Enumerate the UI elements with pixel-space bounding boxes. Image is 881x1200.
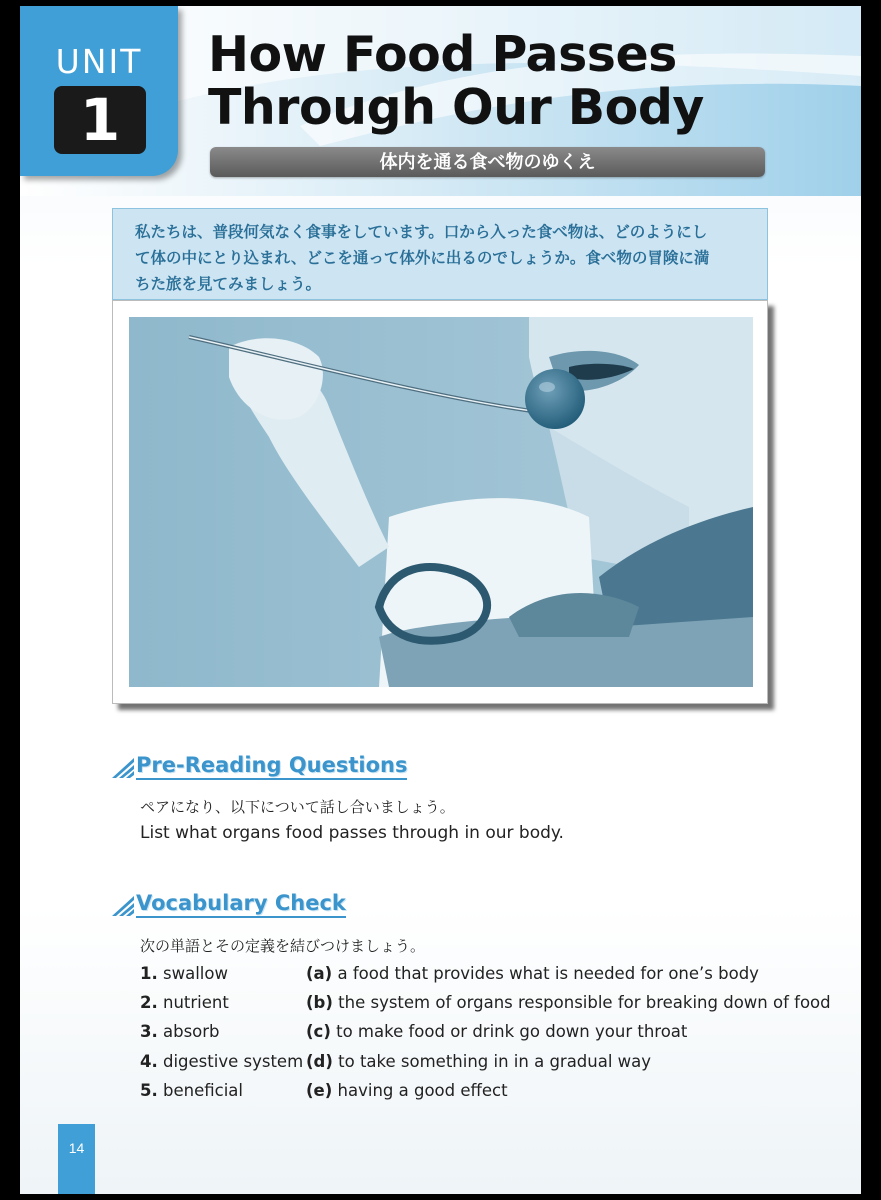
pre-reading-question: List what organs food passes through in our body. [140,823,564,843]
vocab-definition: to make food or drink go down your throat [336,1022,688,1041]
vocab-letter: (d) [306,1052,333,1071]
intro-line-2: て体の中にとり込まれ、どこを通って体外に出るのでしょうか。食べ物の冒険に満 [135,250,710,267]
vocab-letter: (a) [306,964,333,983]
vocab-term: swallow [163,964,228,983]
eating-photo [129,317,753,687]
vocab-definition: to take something in in a gradual way [338,1052,652,1071]
vocab-row [140,993,840,1015]
title-line-1: How Food Passes [208,26,677,83]
section-stripe-icon [112,756,134,778]
vocab-number: 3. [140,1022,158,1041]
vocab-definition: the system of organs responsible for breaking down of food [338,993,831,1012]
vocab-term: absorb [163,1022,220,1041]
photo-frame [112,300,768,704]
intro-line-3: ちた旅を見てみましょう。 [135,276,322,293]
japanese-subtitle: 体内を通る食べ物のゆくえ [210,147,765,177]
vocab-number: 1. [140,964,158,983]
page-title [208,28,808,134]
vocab-letter: (e) [306,1081,333,1100]
unit-label: UNIT [55,42,143,81]
title-line-2: Through Our Body [208,79,704,136]
woman-eating-illustration [129,317,753,687]
pre-reading-instruction: ペアになり、以下について話し合いましょう。 [140,799,455,816]
vocab-definition: having a good effect [337,1081,508,1100]
vocab-number: 4. [140,1052,158,1071]
vocab-number: 5. [140,1081,158,1100]
textbook-page [20,6,861,1194]
vocabulary-instruction: 次の単語とその定義を結びつけましょう。 [140,938,426,955]
page-number: 14 [58,1124,95,1194]
unit-number: 1 [54,86,146,154]
vocab-row [140,1081,840,1103]
pre-reading-heading [112,752,412,782]
vocab-row [140,1022,840,1044]
intro-text-box [112,208,768,300]
vocab-row [140,964,840,986]
vocab-row [140,1052,840,1074]
pre-reading-title: Pre-Reading Questions [136,752,407,780]
vocab-number: 2. [140,993,158,1012]
unit-badge [20,6,178,176]
vocab-term: beneficial [163,1081,243,1100]
section-stripe-icon [112,894,134,916]
vocab-term: nutrient [163,993,229,1012]
intro-line-1: 私たちは、普段何気なく食事をしています。口から入った食べ物は、どのようにし [135,224,708,241]
vocab-letter: (b) [306,993,333,1012]
vocabulary-title: Vocabulary Check [136,890,346,918]
vocab-term: digestive system [163,1052,304,1071]
vocab-definition: a food that provides what is needed for one’s body [337,964,759,983]
vocabulary-heading [112,890,412,920]
vocab-letter: (c) [306,1022,331,1041]
